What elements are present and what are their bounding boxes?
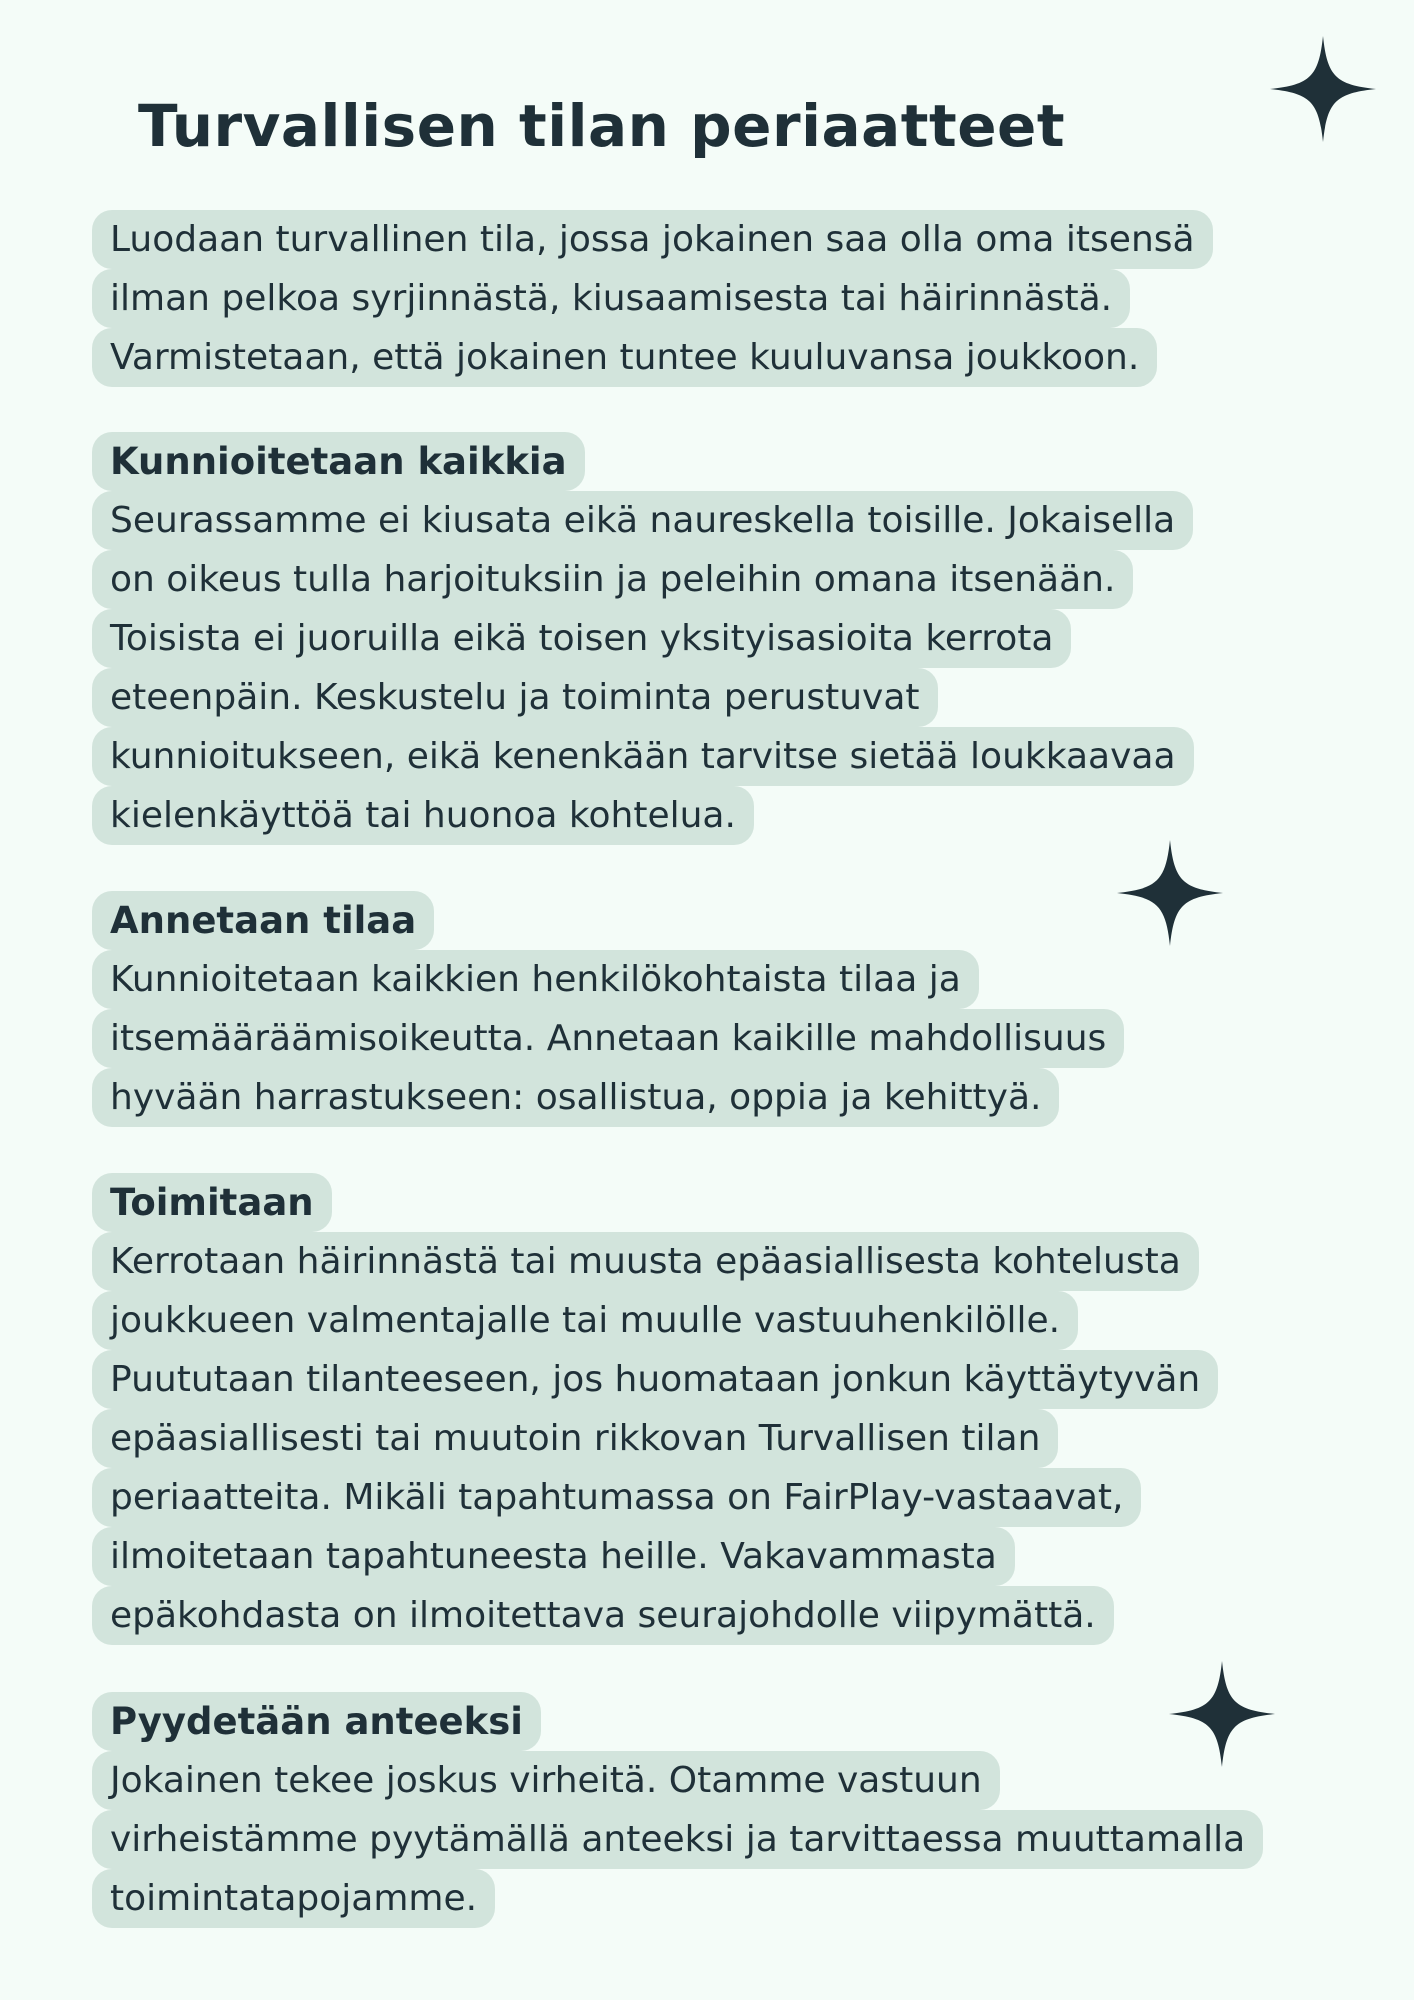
section-heading: Toimitaan bbox=[92, 1173, 332, 1232]
section-heading: Kunnioitetaan kaikkia bbox=[92, 432, 585, 491]
section-apologize bbox=[92, 1692, 1263, 1928]
text-line: on oikeus tulla harjoituksiin ja peleihin omana itsenään. bbox=[92, 550, 1133, 609]
sparkle-star-icon bbox=[1270, 36, 1376, 142]
section-heading: Pyydetään anteeksi bbox=[92, 1692, 541, 1751]
section-heading: Annetaan tilaa bbox=[92, 891, 434, 950]
section-give-space bbox=[92, 891, 1124, 1127]
sparkle-star-icon bbox=[1117, 840, 1223, 946]
text-line: Kerrotaan häirinnästä tai muusta epäasiallisesta kohtelusta bbox=[92, 1232, 1199, 1291]
intro-paragraph bbox=[92, 210, 1213, 387]
text-line: Varmistetaan, että jokainen tuntee kuuluvansa joukkoon. bbox=[92, 328, 1157, 387]
text-line: epäkohdasta on ilmoitettava seurajohdolle viipymättä. bbox=[92, 1586, 1114, 1645]
text-line: joukkueen valmentajalle tai muulle vastuuhenkilölle. bbox=[92, 1291, 1078, 1350]
text-line: virheistämme pyytämällä anteeksi ja tarvittaessa muuttamalla bbox=[92, 1810, 1263, 1869]
text-line: itsemääräämisoikeutta. Annetaan kaikille mahdollisuus bbox=[92, 1009, 1124, 1068]
text-line: Seurassamme ei kiusata eikä naureskella toisille. Jokaisella bbox=[92, 491, 1193, 550]
page-title: Turvallisen tilan periaatteet bbox=[138, 92, 1066, 160]
text-line: toimintatapojamme. bbox=[92, 1869, 495, 1928]
text-line: hyvään harrastukseen: osallistua, oppia ja kehittyä. bbox=[92, 1068, 1059, 1127]
text-line: Kunnioitetaan kaikkien henkilökohtaista tilaa ja bbox=[92, 950, 979, 1009]
text-line: ilmoitetaan tapahtuneesta heille. Vakavammasta bbox=[92, 1527, 1015, 1586]
text-line: ilman pelkoa syrjinnästä, kiusaamisesta tai häirinnästä. bbox=[92, 269, 1130, 328]
section-take-action bbox=[92, 1173, 1218, 1645]
text-line: eteenpäin. Keskustelu ja toiminta perustuvat bbox=[92, 668, 938, 727]
text-line: kielenkäyttöä tai huonoa kohtelua. bbox=[92, 786, 754, 845]
text-line: periaatteita. Mikäli tapahtumassa on FairPlay-vastaavat, bbox=[92, 1468, 1141, 1527]
text-line: Luodaan turvallinen tila, jossa jokainen saa olla oma itsensä bbox=[92, 210, 1213, 269]
text-line: kunnioitukseen, eikä kenenkään tarvitse sietää loukkaavaa bbox=[92, 727, 1194, 786]
text-line: epäasiallisesti tai muutoin rikkovan Turvallisen tilan bbox=[92, 1409, 1058, 1468]
section-respect bbox=[92, 432, 1194, 845]
text-line: Toisista ei juoruilla eikä toisen yksityisasioita kerrota bbox=[92, 609, 1071, 668]
text-line: Jokainen tekee joskus virheitä. Otamme vastuun bbox=[92, 1751, 1000, 1810]
text-line: Puututaan tilanteeseen, jos huomataan jonkun käyttäytyvän bbox=[92, 1350, 1218, 1409]
